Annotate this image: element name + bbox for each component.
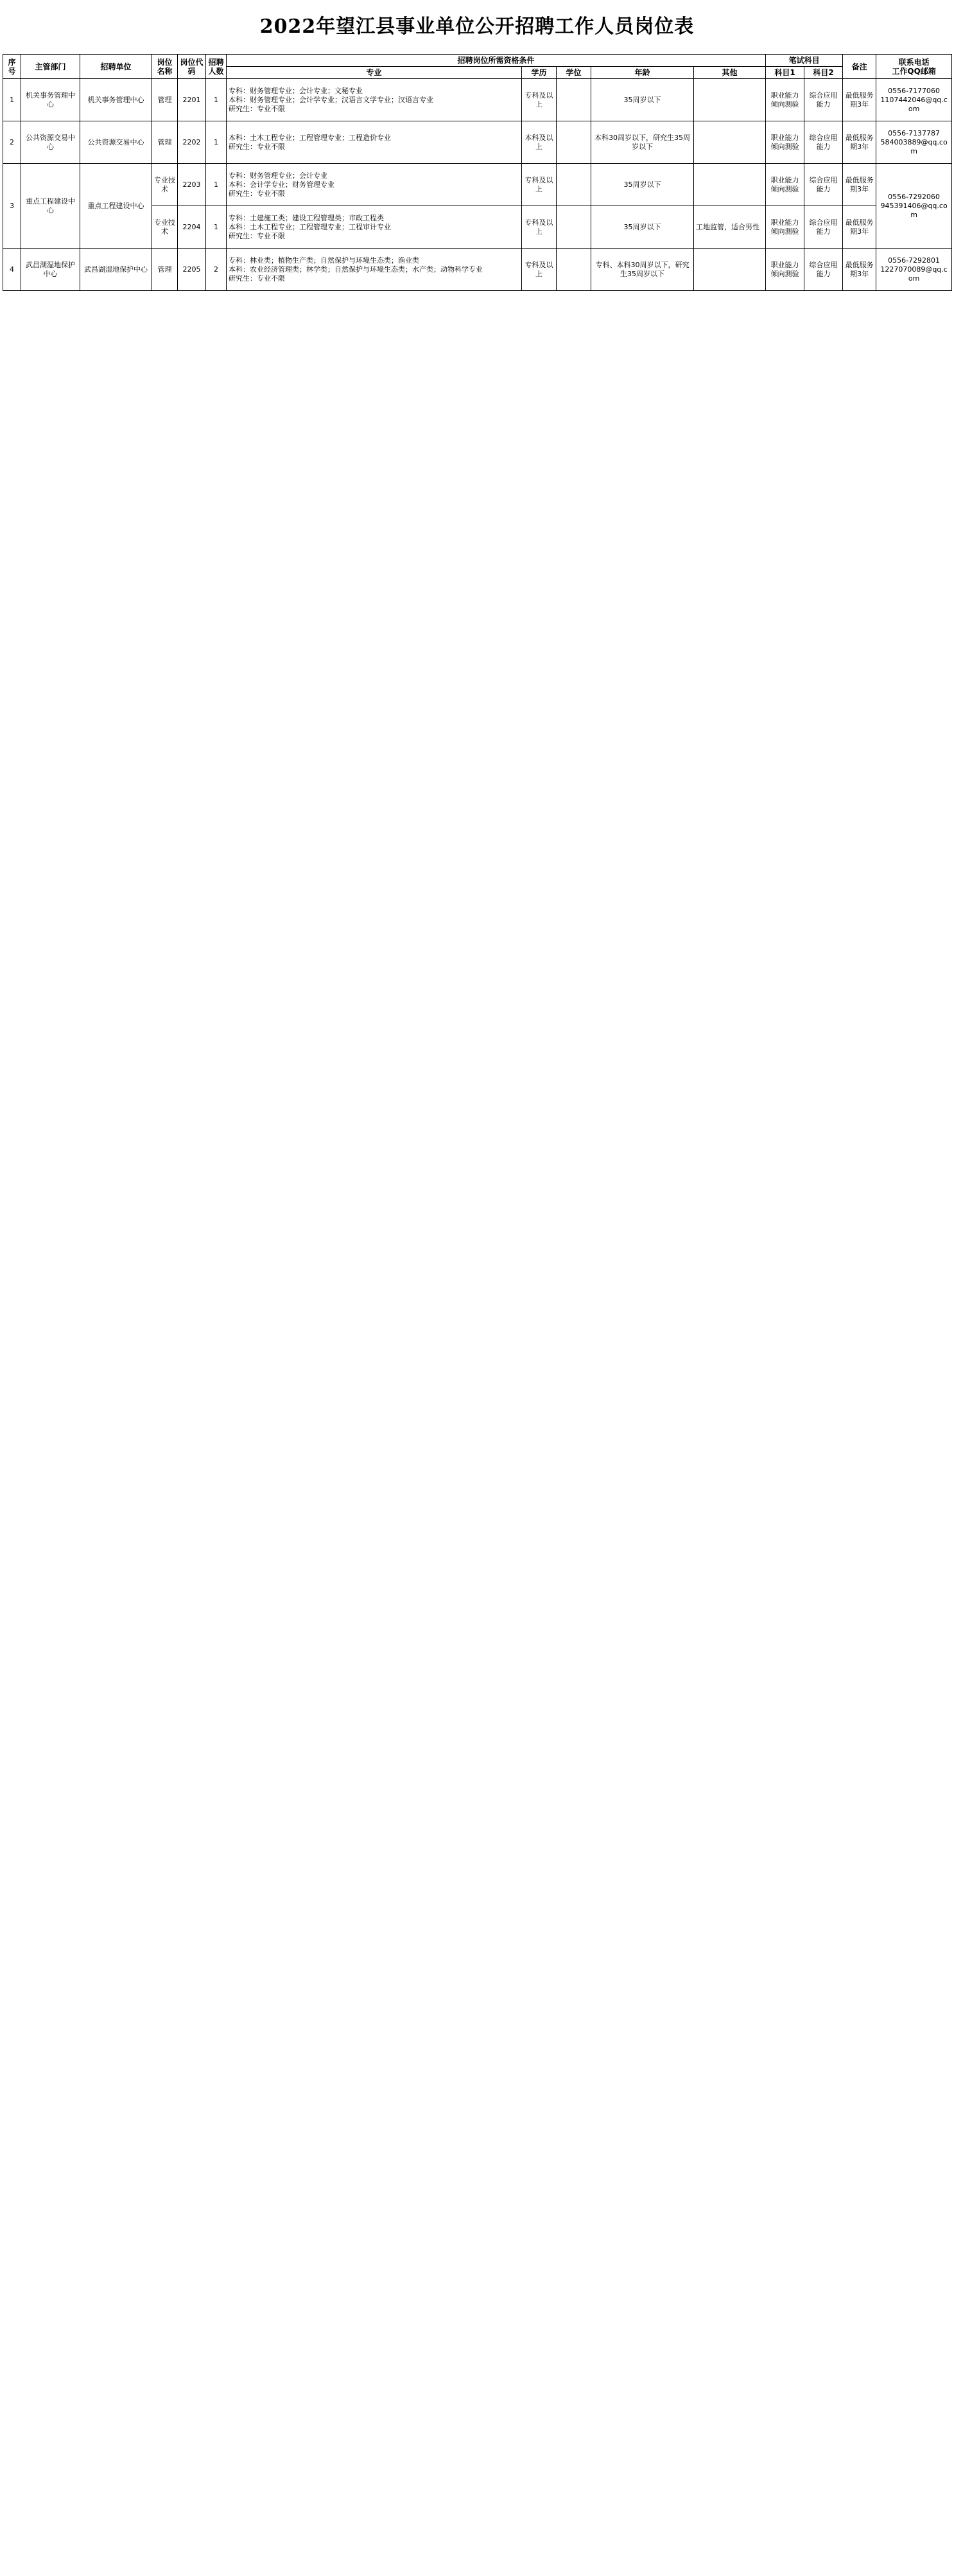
- exam-subject-1: 职业能力倾向测验: [766, 249, 804, 291]
- table-row: [3, 79, 952, 121]
- exam-subject-2: 综合应用能力: [804, 121, 843, 164]
- degree: [557, 249, 591, 291]
- position-type: 管理: [152, 249, 178, 291]
- row-number: 4: [3, 249, 21, 291]
- row-number: 3: [3, 164, 21, 249]
- degree: [557, 206, 591, 249]
- major-requirement: 专科：财务管理专业；会计专业；文秘专业 本科：财务管理专业；会计学专业；汉语言文学专业；汉语言专业 研究生：专业不限: [227, 79, 522, 121]
- note: 最低服务期3年: [843, 164, 876, 206]
- header-other: 其他: [694, 67, 766, 79]
- position-type: 专业技术: [152, 164, 178, 206]
- recruit-count: 1: [206, 164, 227, 206]
- header-exam: 笔试科目: [766, 55, 843, 67]
- table-row: [3, 249, 952, 291]
- other-requirement: [694, 249, 766, 291]
- age-requirement: 本科30周岁以下，研究生35周岁以下: [591, 121, 694, 164]
- recruit-count: 1: [206, 79, 227, 121]
- exam-subject-1: 职业能力倾向测验: [766, 164, 804, 206]
- position-type: 管理: [152, 79, 178, 121]
- note: 最低服务期3年: [843, 79, 876, 121]
- recruit-count: 1: [206, 206, 227, 249]
- recruiting-unit: 机关事务管理中心: [80, 79, 152, 121]
- exam-subject-2: 综合应用能力: [804, 164, 843, 206]
- header-edu: 学历: [522, 67, 557, 79]
- note: 最低服务期3年: [843, 206, 876, 249]
- recruit-count: 1: [206, 121, 227, 164]
- education: 专科及以上: [522, 79, 557, 121]
- department: 武昌湖湿地保护中心: [21, 249, 80, 291]
- position-code: 2203: [178, 164, 206, 206]
- header-requirements: 招聘岗位所需资格条件: [227, 55, 766, 67]
- header-contact: 联系电话 工作QQ邮箱: [876, 55, 952, 79]
- contact-info: 0556-7292801 1227070089@qq.com: [876, 249, 952, 291]
- header-note: 备注: [843, 55, 876, 79]
- position-code: 2201: [178, 79, 206, 121]
- age-requirement: 专科、本科30周岁以下，研究生35周岁以下: [591, 249, 694, 291]
- note: 最低服务期3年: [843, 121, 876, 164]
- contact-info: 0556-7137787 584003889@qq.com: [876, 121, 952, 164]
- education: 专科及以上: [522, 206, 557, 249]
- degree: [557, 164, 591, 206]
- degree: [557, 79, 591, 121]
- other-requirement: 工地监管，适合男性: [694, 206, 766, 249]
- row-number: 2: [3, 121, 21, 164]
- recruiting-unit: 公共资源交易中心: [80, 121, 152, 164]
- position-code: 2205: [178, 249, 206, 291]
- recruit-count: 2: [206, 249, 227, 291]
- major-requirement: 本科：土木工程专业；工程管理专业；工程造价专业 研究生：专业不限: [227, 121, 522, 164]
- header-degree: 学位: [557, 67, 591, 79]
- contact-info: 0556-7292060 945391406@qq.com: [876, 164, 952, 249]
- contact-info: 0556-7177060 1107442046@qq.com: [876, 79, 952, 121]
- education: 专科及以上: [522, 249, 557, 291]
- header-subject-1: 科目1: [766, 67, 804, 79]
- education: 本科及以上: [522, 121, 557, 164]
- major-requirement: 专科：土建施工类；建设工程管理类；市政工程类 本科：土木工程专业；工程管理专业；工程审计专业 研究生：专业不限: [227, 206, 522, 249]
- department: 机关事务管理中心: [21, 79, 80, 121]
- department: 公共资源交易中心: [21, 121, 80, 164]
- education: 专科及以上: [522, 164, 557, 206]
- major-requirement: 专科：林业类；植物生产类；自然保护与环境生态类；渔业类 本科：农业经济管理类；林学类；自然保护与环境生态类；水产类；动物科学专业 研究生：专业不限: [227, 249, 522, 291]
- header-no: 序号: [3, 55, 21, 79]
- age-requirement: 35周岁以下: [591, 206, 694, 249]
- exam-subject-1: 职业能力倾向测验: [766, 121, 804, 164]
- table-row: [3, 164, 952, 206]
- other-requirement: [694, 121, 766, 164]
- recruiting-unit: 武昌湖湿地保护中心: [80, 249, 152, 291]
- header-major: 专业: [227, 67, 522, 79]
- header-code: 岗位代码: [178, 55, 206, 79]
- header-unit: 招聘单位: [80, 55, 152, 79]
- recruiting-unit: 重点工程建设中心: [80, 164, 152, 249]
- header-dept: 主管部门: [21, 55, 80, 79]
- exam-subject-1: 职业能力倾向测验: [766, 79, 804, 121]
- major-requirement: 专科：财务管理专业；会计专业 本科：会计学专业；财务管理专业 研究生：专业不限: [227, 164, 522, 206]
- exam-subject-2: 综合应用能力: [804, 249, 843, 291]
- note: 最低服务期3年: [843, 249, 876, 291]
- age-requirement: 35周岁以下: [591, 79, 694, 121]
- degree: [557, 121, 591, 164]
- header-subject-2: 科目2: [804, 67, 843, 79]
- position-code: 2202: [178, 121, 206, 164]
- position-type: 管理: [152, 121, 178, 164]
- exam-subject-1: 职业能力倾向测验: [766, 206, 804, 249]
- exam-subject-2: 综合应用能力: [804, 206, 843, 249]
- position-type: 专业技术: [152, 206, 178, 249]
- page-title: 2022年望江县事业单位公开招聘工作人员岗位表: [259, 15, 695, 38]
- position-code: 2204: [178, 206, 206, 249]
- header-row-1: [3, 55, 952, 67]
- table-row: [3, 121, 952, 164]
- department: 重点工程建设中心: [21, 164, 80, 249]
- age-requirement: 35周岁以下: [591, 164, 694, 206]
- table-body: [3, 79, 952, 291]
- other-requirement: [694, 164, 766, 206]
- exam-subject-2: 综合应用能力: [804, 79, 843, 121]
- other-requirement: [694, 79, 766, 121]
- row-number: 1: [3, 79, 21, 121]
- header-count: 招聘人数: [206, 55, 227, 79]
- positions-table: [3, 54, 952, 291]
- header-position-type: 岗位名称: [152, 55, 178, 79]
- header-age: 年龄: [591, 67, 694, 79]
